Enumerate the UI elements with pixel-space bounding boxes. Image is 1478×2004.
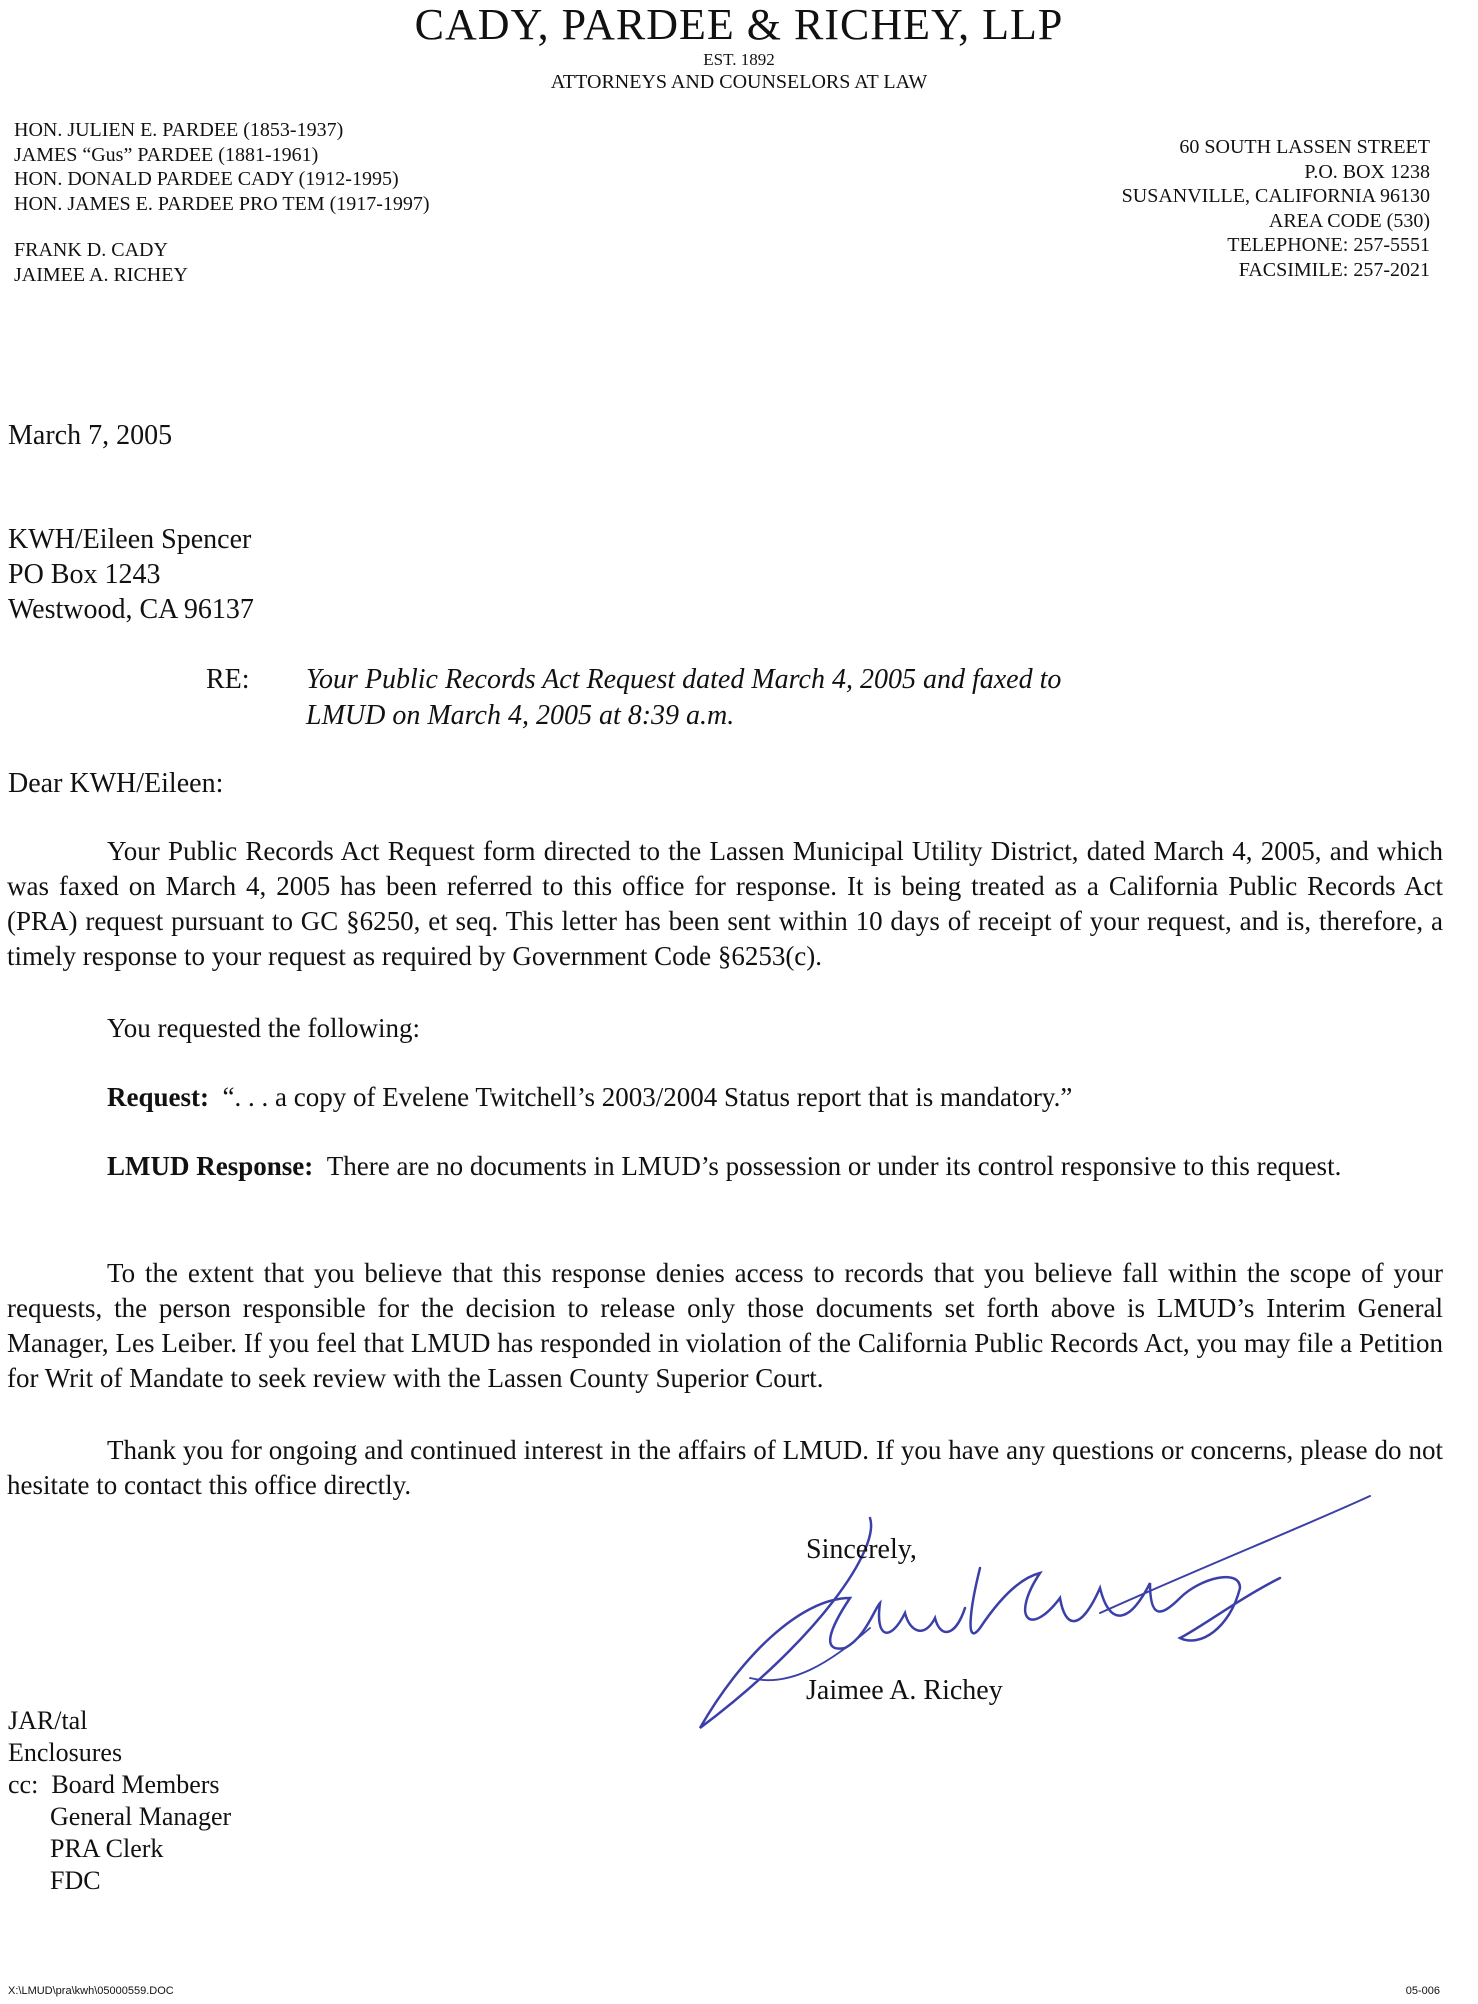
recipient-line: PO Box 1243 (8, 559, 161, 590)
recipient-line: KWH/Eileen Spencer (8, 524, 252, 555)
cc-first-line (8, 1769, 231, 1801)
address-line: 60 SOUTH LASSEN STREET (1179, 136, 1430, 158)
response-label: LMUD Response: (107, 1151, 314, 1181)
salutation: Dear KWH/Eileen: (8, 768, 224, 799)
partners-list (14, 118, 430, 287)
partner-name: HON. JULIEN E. PARDEE (1853-1937) (14, 119, 344, 141)
response-paragraph (7, 1149, 1443, 1184)
re-line: Your Public Records Act Request dated March 4, 2005 and faxed to (306, 664, 1062, 695)
file-path: X:\LMUD\pra\kwh\05000559.DOC (8, 1985, 174, 1997)
signer-name: Jaimee A. Richey (806, 1675, 1003, 1706)
cc-label: cc: (8, 1770, 39, 1799)
address-line: AREA CODE (530) (1268, 209, 1430, 232)
partner-name: FRANK D. CADY (14, 239, 168, 261)
firm-address (1122, 135, 1430, 282)
re-line: LMUD on March 4, 2005 at 8:39 a.m. (306, 700, 735, 731)
typist-initials: JAR/tal (8, 1706, 88, 1735)
response-text: There are no documents in LMUD’s possession or under its control responsive to this request. (326, 1151, 1342, 1181)
request-text: “. . . a copy of Evelene Twitchell’s 2003/2004 Status report that is mandatory.” (222, 1082, 1073, 1112)
enclosures-note: Enclosures (8, 1738, 123, 1767)
partner-name: HON. DONALD PARDEE CADY (1912-1995) (14, 168, 399, 190)
letter-footer (8, 1705, 231, 1897)
address-line: P.O. BOX 1238 (1304, 160, 1430, 183)
established-line: EST. 1892 (703, 50, 775, 69)
recipient-line: Westwood, CA 96137 (8, 594, 254, 625)
firm-name: CADY, PARDEE & RICHEY, LLP (414, 0, 1064, 49)
body-paragraph: You requested the following: (107, 1013, 420, 1043)
letter-date: March 7, 2005 (8, 420, 173, 451)
telephone-line: TELEPHONE: 257-5551 (1227, 234, 1430, 256)
partner-name: HON. JAMES E. PARDEE PRO TEM (1917-1997) (14, 192, 430, 215)
closing: Sincerely, (806, 1534, 917, 1565)
firm-subtitle: ATTORNEYS AND COUNSELORS AT LAW (550, 71, 928, 93)
re-label: RE: (206, 664, 250, 695)
request-paragraph (7, 1080, 1443, 1115)
body-paragraph: To the extent that you believe that this response denies access to records that you believe fall within the scope of your requests, the person responsible for the decision to release only those documents set forth above is LMUD’s Interim General Manager, Les Leiber. If you feel that LMUD has responded in violation of the California Public Records Act, you may file a Petition for Writ of Mandate to seek review with the Lassen County Superior Court. (7, 1258, 1443, 1393)
request-label: Request: (107, 1082, 209, 1112)
signature-image (680, 1488, 1380, 1738)
cc-recipient: General Manager (50, 1802, 232, 1831)
cc-recipient: FDC (50, 1866, 101, 1895)
page-code: 05-006 (1405, 1985, 1440, 1997)
partner-name: JAMES “Gus” PARDEE (1881-1961) (14, 143, 319, 166)
re-subject (306, 662, 1061, 734)
address-line: SUSANVILLE, CALIFORNIA 96130 (1121, 185, 1430, 207)
recipient-address (8, 522, 254, 627)
body-paragraph: Your Public Records Act Request form directed to the Lassen Municipal Utility District, dated March 4, 2005, and which was faxed on March 4, 2005 has been referred to this office for response. It is being treated as a California Public Records Act (PRA) request pursuant to GC §6250, et seq. This letter has been sent within 10 days of receipt of your request, and is, therefore, a timely response to your request as required by Government Code §6253(c). (7, 836, 1443, 971)
cc-recipient: Board Members (51, 1770, 220, 1799)
cc-recipient: PRA Clerk (50, 1834, 164, 1863)
facsimile-line: FACSIMILE: 257-2021 (1238, 258, 1430, 281)
body-paragraph: Thank you for ongoing and continued interest in the affairs of LMUD. If you have any questions or concerns, please do not hesitate to contact this office directly. (7, 1435, 1443, 1500)
partner-name: JAIMEE A. RICHEY (14, 263, 188, 286)
